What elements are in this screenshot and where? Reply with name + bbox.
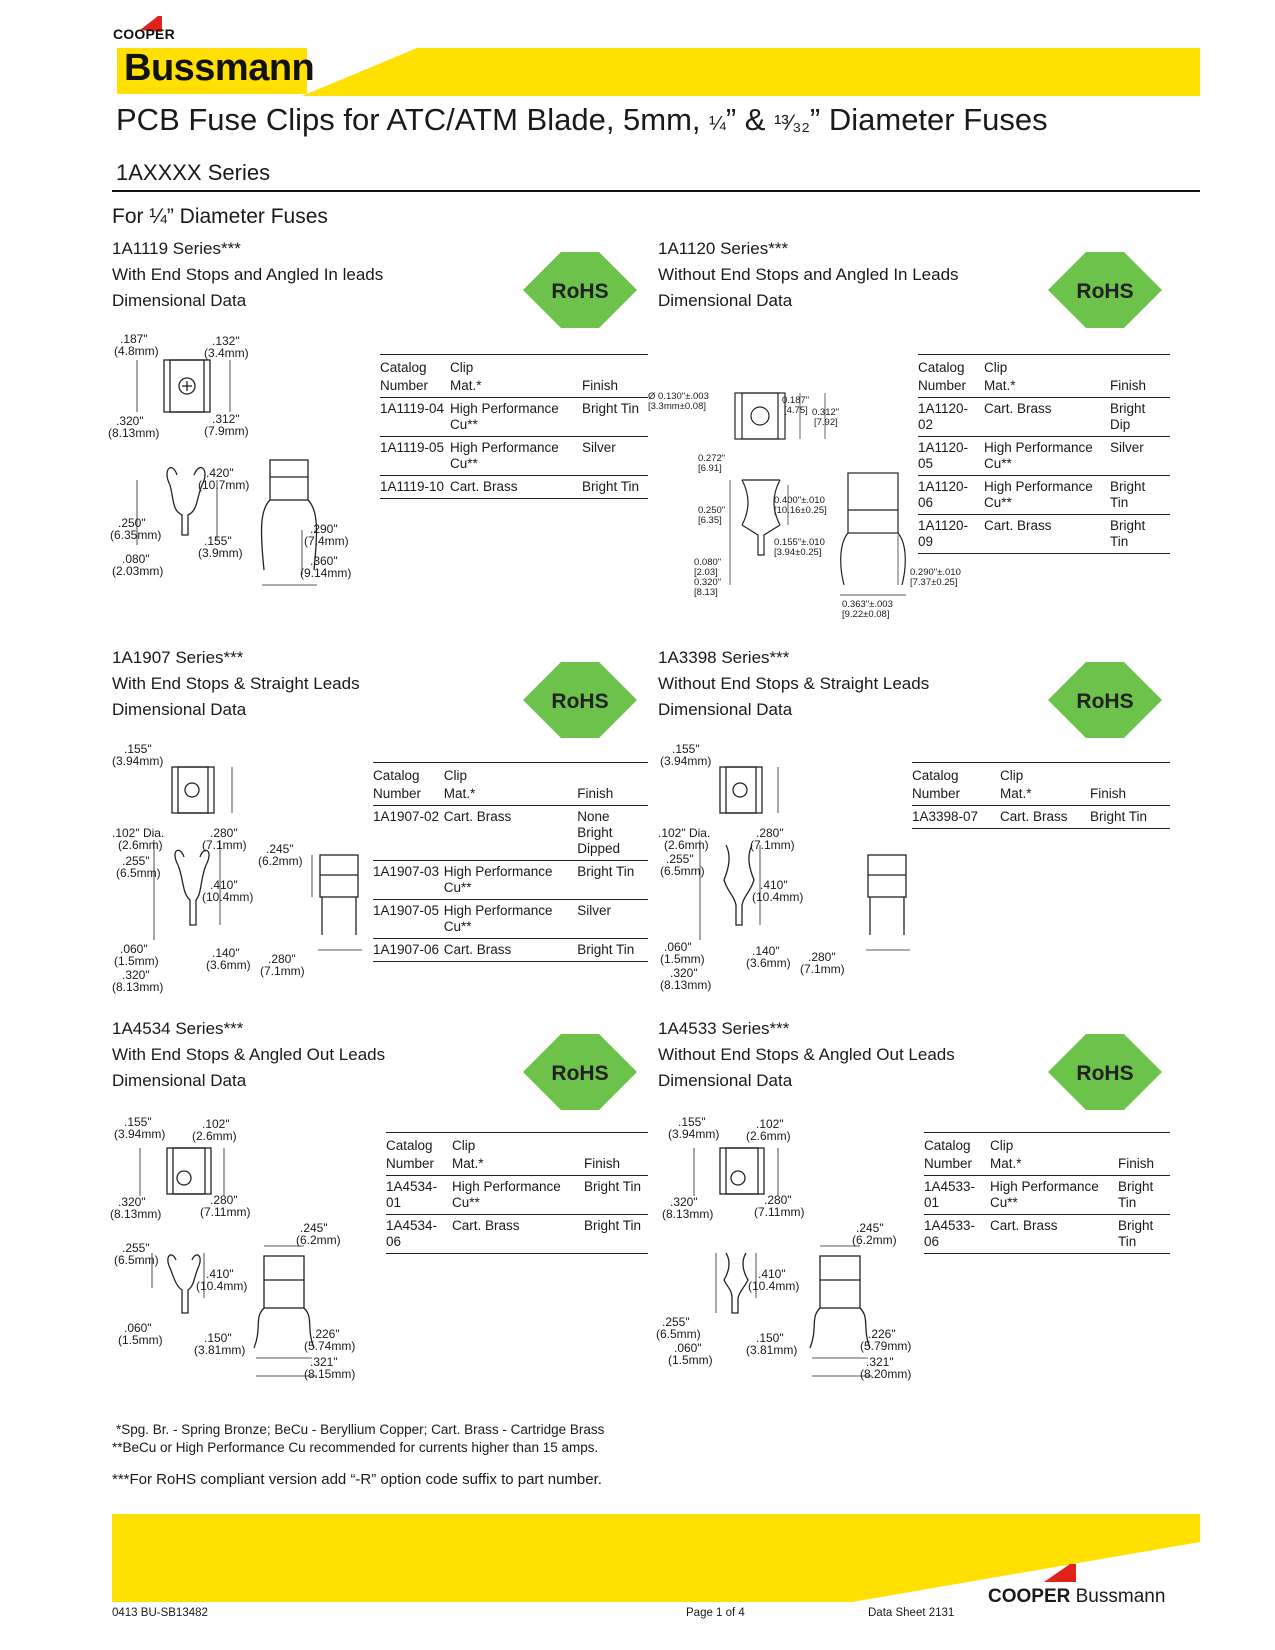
rohs-label: RoHS: [1076, 1062, 1134, 1085]
svg-text:0.155"±.010: 0.155"±.010: [774, 537, 825, 548]
svg-text:(2.03mm): (2.03mm): [112, 564, 164, 578]
svg-text:(6.5mm): (6.5mm): [660, 864, 705, 878]
svg-text:(6.5mm): (6.5mm): [114, 1253, 159, 1267]
svg-text:(7.1mm): (7.1mm): [800, 962, 845, 976]
table-row: 1A3398-07 Cart. Brass Bright Tin: [912, 806, 1170, 829]
rohs-badge: [523, 1034, 637, 1110]
svg-text:Ø 0.130"±.003: Ø 0.130"±.003: [648, 391, 709, 402]
col-clip: Clip Mat.*: [450, 355, 582, 398]
svg-text:.102": .102": [756, 1117, 784, 1131]
catalog-table-1a1907: Catalog Number Clip Mat.* Finish 1A1907-02 Cart. Brass None Bright Dipped 1A1907-03 High Performance Cu** Bright Tin 1A1907-05 High Performance Cu** Silver 1A1907-06 Cart. Brass Bright Tin: [373, 762, 648, 962]
svg-text:(2.6mm): (2.6mm): [664, 838, 709, 852]
product-heading-1a4533: 1A4533 Series*** Without End Stops & Angled Out Leads Dimensional Data: [658, 1019, 955, 1090]
svg-text:0.250": 0.250": [698, 505, 726, 516]
table-row: 1A1119-05 High Performance Cu** Silver: [380, 437, 648, 476]
drawing-1a1119: [108, 332, 372, 605]
svg-text:(2.6mm): (2.6mm): [192, 1129, 237, 1143]
svg-text:.320": .320": [670, 966, 698, 980]
svg-text:.060": .060": [124, 1321, 152, 1335]
svg-text:(1.5mm): (1.5mm): [668, 1353, 713, 1367]
svg-text:.420": .420": [206, 466, 234, 480]
svg-text:(7.1mm): (7.1mm): [750, 838, 795, 852]
svg-text:.280": .280": [808, 950, 836, 964]
table-row: 1A1119-10 Cart. Brass Bright Tin: [380, 476, 648, 499]
svg-text:.140": .140": [752, 944, 780, 958]
svg-text:.150": .150": [204, 1331, 232, 1345]
svg-text:(8.20mm): (8.20mm): [860, 1367, 912, 1381]
svg-text:(3.81mm): (3.81mm): [194, 1343, 246, 1357]
catalog-table-1a1119: [380, 354, 648, 499]
svg-text:(3.6mm): (3.6mm): [206, 958, 251, 972]
svg-text:(7.1mm): (7.1mm): [202, 838, 247, 852]
svg-text:(6.2mm): (6.2mm): [258, 854, 303, 868]
page-number: Page 1 of 4: [686, 1607, 745, 1619]
table-row: 1A1907-02 Cart. Brass None Bright Dipped: [373, 806, 648, 861]
table-row: 1A1907-06 Cart. Brass Bright Tin: [373, 939, 648, 962]
doc-code: 0413 BU-SB13482: [112, 1607, 208, 1619]
svg-text:(6.5mm): (6.5mm): [116, 866, 161, 880]
svg-text:[7.92]: [7.92]: [814, 417, 838, 428]
section-title: For ¼” Diameter Fuses: [112, 205, 328, 228]
svg-text:.080": .080": [122, 552, 150, 566]
svg-text:(5.79mm): (5.79mm): [860, 1339, 912, 1353]
svg-text:(5.74mm): (5.74mm): [304, 1339, 356, 1353]
svg-text:(3.94mm): (3.94mm): [112, 754, 164, 768]
svg-text:.321": .321": [310, 1355, 338, 1369]
svg-text:(3.94mm): (3.94mm): [660, 754, 712, 768]
svg-text:(7.4mm): (7.4mm): [304, 534, 349, 548]
svg-text:[6.91]: [6.91]: [698, 463, 722, 474]
svg-text:[7.37±0.25]: [7.37±0.25]: [910, 577, 958, 588]
svg-text:(7.1mm): (7.1mm): [260, 964, 305, 978]
svg-text:.155": .155": [678, 1115, 706, 1129]
drawing-1a1907: [112, 742, 372, 995]
svg-text:.360": .360": [310, 554, 338, 568]
table-row: 1A1120-02 Cart. Brass Bright Dip: [918, 398, 1170, 437]
svg-text:.290": .290": [310, 522, 338, 536]
svg-text:.320": .320": [122, 968, 150, 982]
svg-text:.320": .320": [118, 1195, 146, 1209]
svg-text:.255": .255": [122, 854, 150, 868]
svg-text:[3.3mm±0.08]: [3.3mm±0.08]: [648, 401, 707, 412]
svg-text:(3.6mm): (3.6mm): [746, 956, 791, 970]
svg-text:.060": .060": [664, 940, 692, 954]
data-sheet-number: Data Sheet 2131: [868, 1607, 955, 1619]
svg-text:.255": .255": [666, 852, 694, 866]
rohs-badge: [1048, 252, 1162, 328]
drawing-1a4534: [110, 1115, 372, 1393]
svg-text:.226": .226": [312, 1327, 340, 1341]
rohs-label: RoHS: [551, 280, 609, 303]
table-row: 1A4533-01 High Performance Cu** Bright Tin: [924, 1176, 1170, 1215]
table-row: 1A1907-05 High Performance Cu** Silver: [373, 900, 648, 939]
svg-text:.132": .132": [212, 334, 240, 348]
svg-text:.410": .410": [758, 1267, 786, 1281]
svg-text:0.363"±.003: 0.363"±.003: [842, 599, 893, 610]
svg-text:(8.13mm): (8.13mm): [112, 980, 164, 994]
svg-text:.250": .250": [118, 516, 146, 530]
svg-text:[4.75]: [4.75]: [784, 405, 808, 416]
page-title: PCB Fuse Clips for ATC/ATM Blade, 5mm, ¼” & ¹³⁄₃₂” Diameter Fuses: [116, 102, 1048, 137]
svg-text:.060": .060": [674, 1341, 702, 1355]
svg-text:.060": .060": [120, 942, 148, 956]
svg-text:.155": .155": [124, 1115, 152, 1129]
table-row: 1A1119-04 High Performance Cu** Bright Tin: [380, 398, 648, 437]
svg-text:(4.8mm): (4.8mm): [114, 344, 159, 358]
table-row: 1A4534-06 Cart. Brass Bright Tin: [386, 1215, 648, 1254]
footnote-rohs: ***For RoHS compliant version add “-R” option code suffix to part number.: [112, 1471, 602, 1488]
svg-text:(6.35mm): (6.35mm): [110, 528, 162, 542]
svg-text:.245": .245": [856, 1221, 884, 1235]
rohs-badge: [1048, 1034, 1162, 1110]
svg-text:(1.5mm): (1.5mm): [660, 952, 705, 966]
svg-text:(7.11mm): (7.11mm): [754, 1205, 805, 1219]
svg-text:.320": .320": [670, 1195, 698, 1209]
svg-text:(3.94mm): (3.94mm): [668, 1127, 720, 1141]
svg-text:(8.13mm): (8.13mm): [660, 978, 712, 992]
cooper-logo-icon: [1040, 1560, 1080, 1584]
col-catalog: Catalog Number: [380, 355, 450, 398]
svg-text:(2.6mm): (2.6mm): [118, 838, 163, 852]
svg-text:.245": .245": [300, 1221, 328, 1235]
table-row: 1A1120-05 High Performance Cu** Silver: [918, 437, 1170, 476]
svg-text:0.187": 0.187": [782, 395, 810, 406]
svg-text:(10.7mm): (10.7mm): [198, 478, 250, 492]
rohs-badge: [1048, 662, 1162, 738]
svg-text:(3.81mm): (3.81mm): [746, 1343, 798, 1357]
svg-text:.280": .280": [210, 1193, 238, 1207]
svg-text:(6.5mm): (6.5mm): [656, 1327, 701, 1341]
svg-text:.155": .155": [124, 742, 152, 756]
svg-text:(10.4mm): (10.4mm): [748, 1279, 800, 1293]
svg-text:.410": .410": [210, 878, 238, 892]
svg-text:[2.03]: [2.03]: [694, 567, 718, 578]
svg-text:[9.22±0.08]: [9.22±0.08]: [842, 609, 890, 620]
rohs-badge: [523, 662, 637, 738]
svg-text:(2.6mm): (2.6mm): [746, 1129, 791, 1143]
catalog-table-1a1120: Catalog Number Clip Mat.* Finish 1A1120-02 Cart. Brass Bright Dip 1A1120-05 High Performance Cu** Silver 1A1120-06 High Performance Cu** Bright Tin 1A1120-09 Cart. Brass Bright Tin: [918, 354, 1170, 554]
catalog-table-1a4534: Catalog Number Clip Mat.* Finish 1A4534-01 High Performance Cu** Bright Tin 1A4534-06 Cart. Brass Bright Tin: [386, 1132, 648, 1254]
cooper-wordmark: COOPER: [113, 26, 175, 42]
svg-text:(10.4mm): (10.4mm): [752, 890, 804, 904]
svg-text:(3.4mm): (3.4mm): [204, 346, 249, 360]
table-row: 1A1120-06 High Performance Cu** Bright Tin: [918, 476, 1170, 515]
drawing-1a3398: [658, 742, 930, 995]
bussmann-logo: Bussmann: [124, 47, 315, 89]
svg-text:.255": .255": [662, 1315, 690, 1329]
catalog-table-1a3398: Catalog Number Clip Mat.* Finish 1A3398-07 Cart. Brass Bright Tin: [912, 762, 1170, 829]
svg-text:0.320": 0.320": [694, 577, 722, 588]
svg-text:(1.5mm): (1.5mm): [118, 1333, 163, 1347]
svg-text:.312": .312": [212, 412, 240, 426]
svg-text:.280": .280": [764, 1193, 792, 1207]
svg-text:.280": .280": [756, 826, 784, 840]
svg-text:.280": .280": [210, 826, 238, 840]
svg-text:(7.9mm): (7.9mm): [204, 424, 249, 438]
product-heading-1a1907: 1A1907 Series*** With End Stops & Straight Leads Dimensional Data: [112, 648, 360, 719]
title-rule: [112, 190, 1200, 192]
svg-text:.320": .320": [116, 414, 144, 428]
svg-text:.410": .410": [760, 878, 788, 892]
rohs-label: RoHS: [1076, 280, 1134, 303]
svg-text:(9.14mm): (9.14mm): [300, 566, 352, 580]
svg-text:.280": .280": [268, 952, 296, 966]
svg-text:.140": .140": [212, 946, 240, 960]
svg-text:[3.94±0.25]: [3.94±0.25]: [774, 547, 822, 558]
product-heading-1a1120: 1A1120 Series*** Without End Stops and Angled In Leads Dimensional Data: [658, 239, 959, 310]
table-row: 1A4533-06 Cart. Brass Bright Tin: [924, 1215, 1170, 1254]
svg-text:(10.4mm): (10.4mm): [196, 1279, 248, 1293]
product-heading-1a3398: 1A3398 Series*** Without End Stops & Straight Leads Dimensional Data: [658, 648, 930, 719]
rohs-label: RoHS: [1076, 690, 1134, 713]
svg-text:.321": .321": [866, 1355, 894, 1369]
rohs-label: RoHS: [551, 1062, 609, 1085]
svg-text:.102" Dia.: .102" Dia.: [658, 826, 711, 840]
table-row: 1A4534-01 High Performance Cu** Bright Tin: [386, 1176, 648, 1215]
svg-text:.226": .226": [868, 1327, 896, 1341]
footnote-becu: **BeCu or High Performance Cu recommended for currents higher than 15 amps.: [112, 1440, 599, 1455]
table-row: 1A1120-09 Cart. Brass Bright Tin: [918, 515, 1170, 554]
svg-text:.255": .255": [122, 1241, 150, 1255]
svg-text:(8.15mm): (8.15mm): [304, 1367, 356, 1381]
svg-text:(7.11mm): (7.11mm): [200, 1205, 251, 1219]
svg-text:0.272": 0.272": [698, 453, 726, 464]
svg-text:(6.2mm): (6.2mm): [296, 1233, 341, 1247]
svg-text:.150": .150": [756, 1331, 784, 1345]
drawing-1a4533: [656, 1115, 930, 1393]
svg-text:.410": .410": [206, 1267, 234, 1281]
footer-brand: COOPER Bussmann: [988, 1586, 1166, 1607]
svg-text:(10.4mm): (10.4mm): [202, 890, 254, 904]
footnote-materials: *Spg. Br. - Spring Bronze; BeCu - Beryllium Copper; Cart. Brass - Cartridge Brass: [116, 1422, 605, 1437]
product-heading-1a4534: 1A4534 Series*** With End Stops & Angled Out Leads Dimensional Data: [112, 1019, 386, 1090]
series-title: 1AXXXX Series: [116, 160, 271, 185]
rohs-label: RoHS: [551, 690, 609, 713]
svg-text:0.290"±.010: 0.290"±.010: [910, 567, 961, 578]
svg-text:.187": .187": [120, 332, 148, 346]
svg-text:(1.5mm): (1.5mm): [114, 954, 159, 968]
svg-text:.155": .155": [672, 742, 700, 756]
svg-text:0.312": 0.312": [812, 407, 840, 418]
col-finish: Finish: [582, 355, 648, 398]
svg-text:(8.13mm): (8.13mm): [108, 426, 160, 440]
catalog-table-1a4533: Catalog Number Clip Mat.* Finish 1A4533-01 High Performance Cu** Bright Tin 1A4533-06 Cart. Brass Bright Tin: [924, 1132, 1170, 1254]
drawing-1a1120: [648, 385, 980, 625]
rohs-badge: [523, 252, 637, 328]
svg-text:(3.94mm): (3.94mm): [114, 1127, 166, 1141]
svg-text:(8.13mm): (8.13mm): [110, 1207, 162, 1221]
svg-text:[6.35]: [6.35]: [698, 515, 722, 526]
svg-text:.245": .245": [266, 842, 294, 856]
svg-text:.102" Dia.: .102" Dia.: [112, 826, 165, 840]
svg-text:.102": .102": [202, 1117, 230, 1131]
product-heading-1a1119: 1A1119 Series*** With End Stops and Angled In leads Dimensional Data: [112, 239, 384, 310]
svg-text:(6.2mm): (6.2mm): [852, 1233, 897, 1247]
svg-text:0.080": 0.080": [694, 557, 722, 568]
svg-text:.155": .155": [204, 534, 232, 548]
svg-text:[8.13]: [8.13]: [694, 587, 718, 598]
svg-text:0.400"±.010: 0.400"±.010: [774, 495, 825, 506]
svg-text:(3.9mm): (3.9mm): [198, 546, 243, 560]
svg-text:(8.13mm): (8.13mm): [662, 1207, 714, 1221]
svg-text:[10.16±0.25]: [10.16±0.25]: [774, 505, 827, 516]
table-row: 1A1907-03 High Performance Cu** Bright Tin: [373, 861, 648, 900]
